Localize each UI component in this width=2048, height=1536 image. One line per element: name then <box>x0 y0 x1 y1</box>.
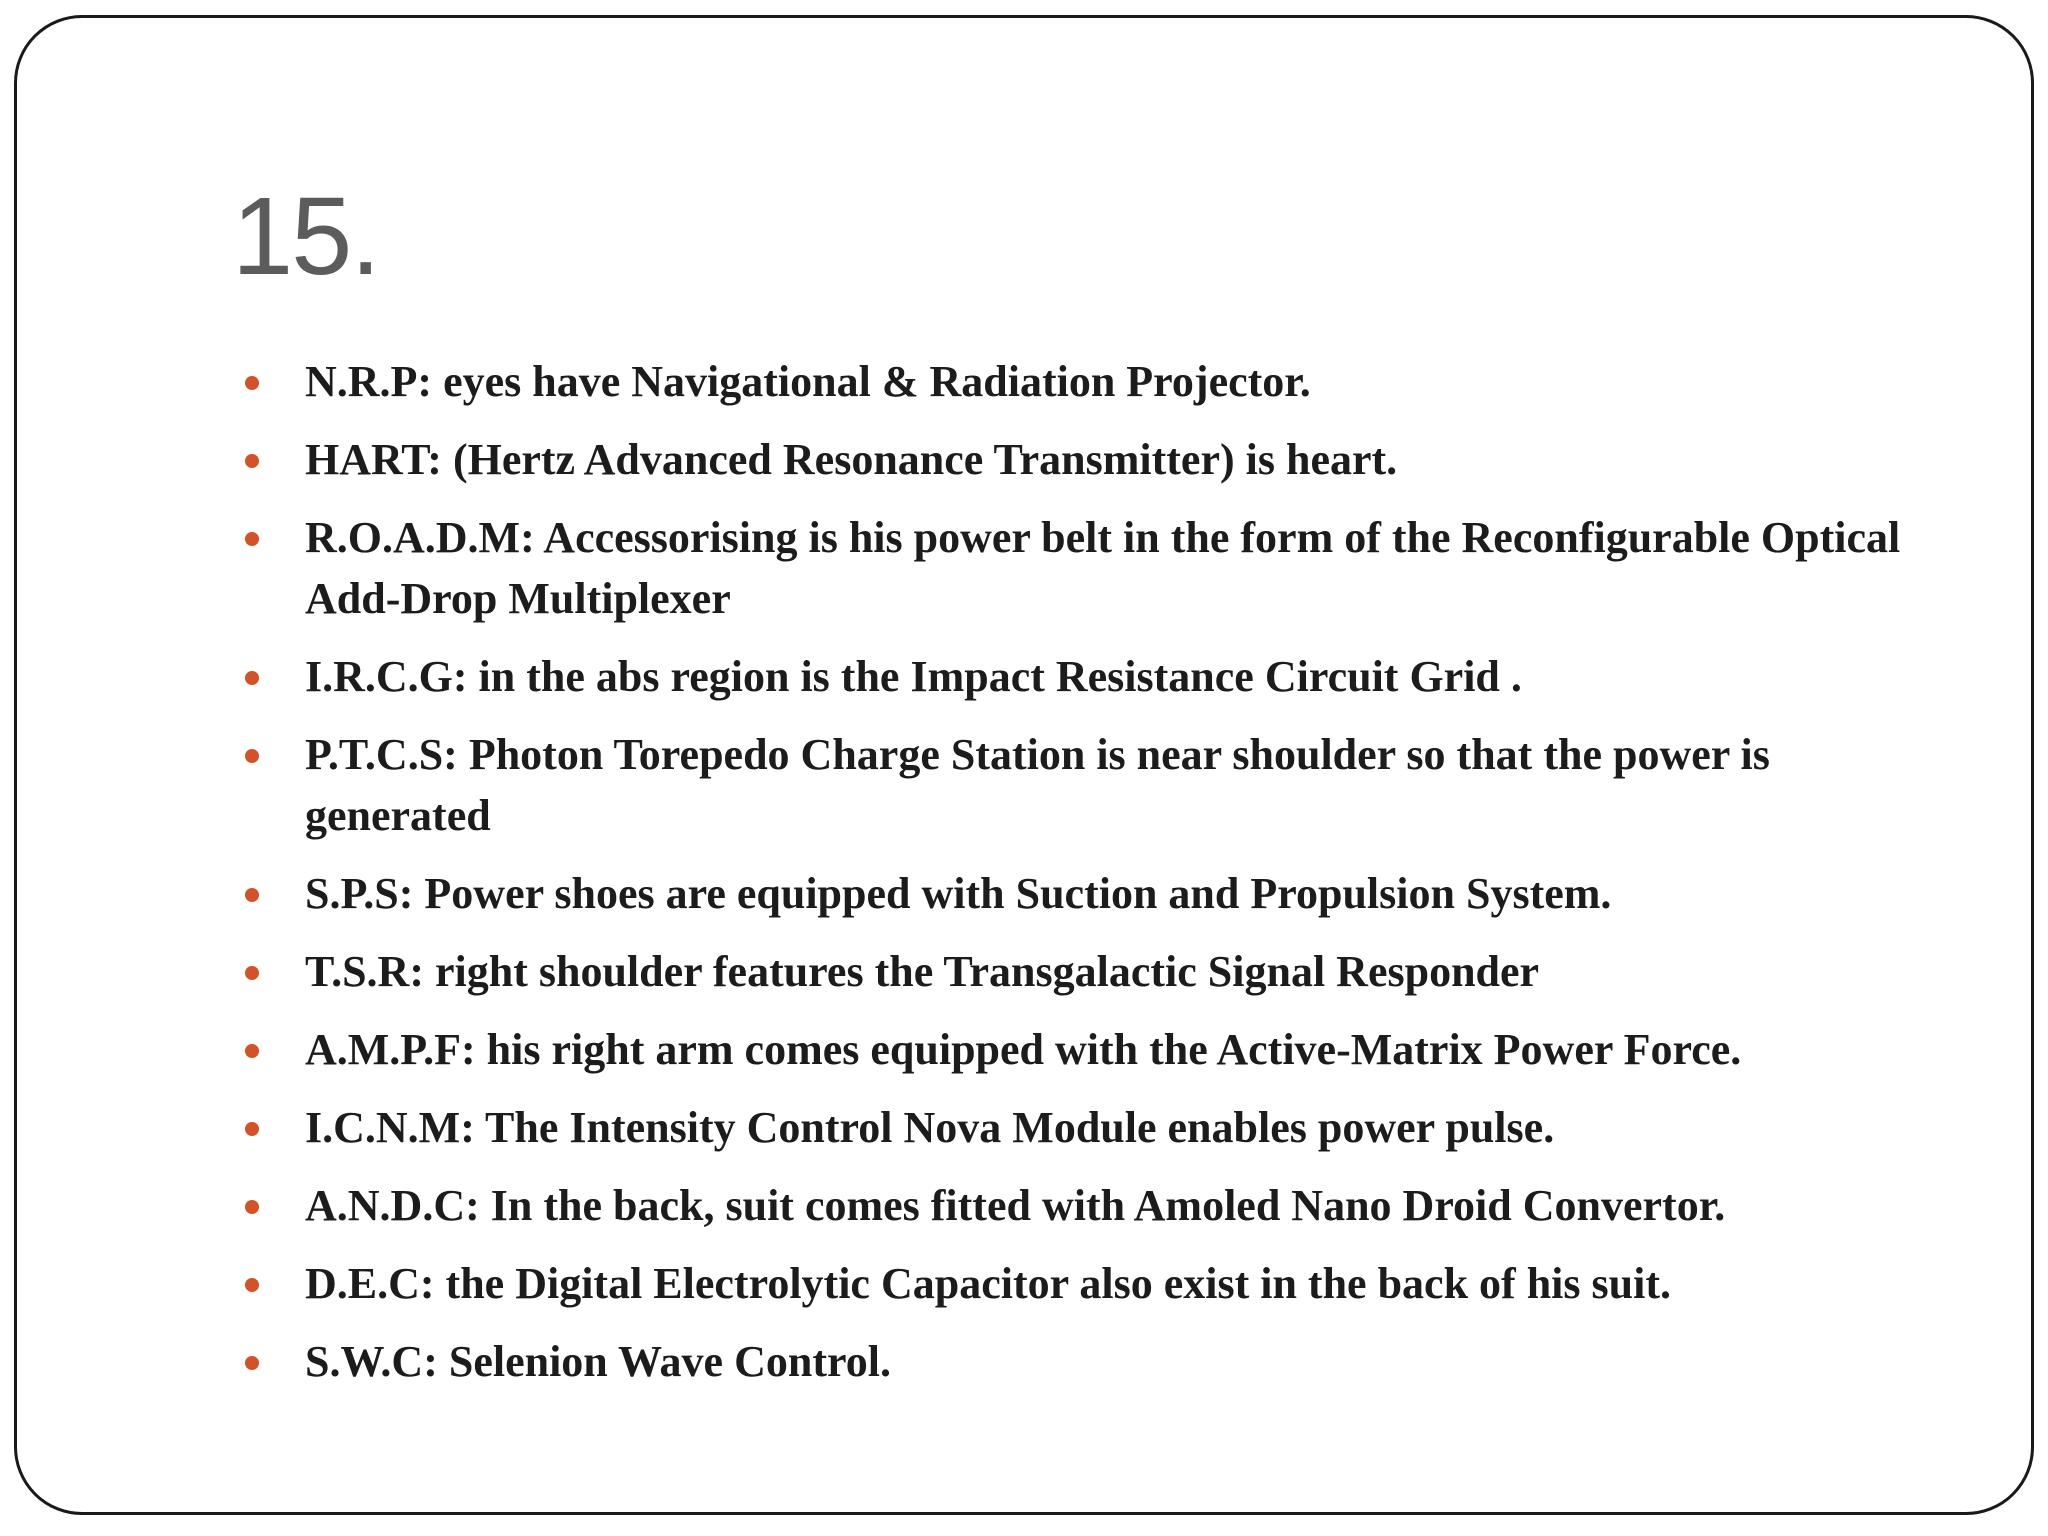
bullet-dot-icon <box>245 671 259 685</box>
list-item <box>235 1097 1965 1158</box>
bullet-text: D.E.C: the Digital Electrolytic Capacitor also exist in the back of his suit. <box>305 1259 1671 1308</box>
bullet-dot-icon <box>245 1278 259 1292</box>
list-item <box>235 1175 1965 1236</box>
slide-frame <box>14 15 2034 1515</box>
list-item <box>235 1019 1965 1080</box>
bullet-text: I.R.C.G: in the abs region is the Impact Resistance Circuit Grid . <box>305 652 1522 701</box>
bullet-dot-icon <box>245 532 259 546</box>
bullet-text: A.M.P.F: his right arm comes equipped with the Active-Matrix Power Force. <box>305 1025 1742 1074</box>
bullet-list <box>235 351 1965 1409</box>
bullet-text: T.S.R: right shoulder features the Transgalactic Signal Responder <box>305 947 1540 996</box>
bullet-dot-icon <box>245 1200 259 1214</box>
list-item <box>235 941 1965 1002</box>
bullet-dot-icon <box>245 966 259 980</box>
list-item <box>235 351 1965 412</box>
bullet-dot-icon <box>245 888 259 902</box>
bullet-text: P.T.C.S: Photon Torepedo Charge Station is near shoulder so that the power is generated <box>305 730 1770 840</box>
bullet-text: R.O.A.D.M: Accessorising is his power belt in the form of the Reconfigurable Optical Add-Drop Multiplexer <box>305 513 1901 623</box>
list-item <box>235 429 1965 490</box>
list-item <box>235 1253 1965 1314</box>
list-item <box>235 507 1965 629</box>
bullet-text: S.P.S: Power shoes are equipped with Suction and Propulsion System. <box>305 869 1612 918</box>
list-item <box>235 1331 1965 1392</box>
bullet-text: N.R.P: eyes have Navigational & Radiation Projector. <box>305 357 1311 406</box>
list-item <box>235 724 1965 846</box>
bullet-dot-icon <box>245 1356 259 1370</box>
bullet-dot-icon <box>245 454 259 468</box>
bullet-dot-icon <box>245 376 259 390</box>
bullet-text: S.W.C: Selenion Wave Control. <box>305 1337 891 1386</box>
bullet-text: A.N.D.C: In the back, suit comes fitted with Amoled Nano Droid Convertor. <box>305 1181 1726 1230</box>
list-item <box>235 646 1965 707</box>
bullet-dot-icon <box>245 1044 259 1058</box>
bullet-text: I.C.N.M: The Intensity Control Nova Module enables power pulse. <box>305 1103 1555 1152</box>
bullet-dot-icon <box>245 749 259 763</box>
bullet-dot-icon <box>245 1122 259 1136</box>
list-item <box>235 863 1965 924</box>
slide-title: 15. <box>232 175 379 298</box>
bullet-text: HART: (Hertz Advanced Resonance Transmitter) is heart. <box>305 435 1398 484</box>
